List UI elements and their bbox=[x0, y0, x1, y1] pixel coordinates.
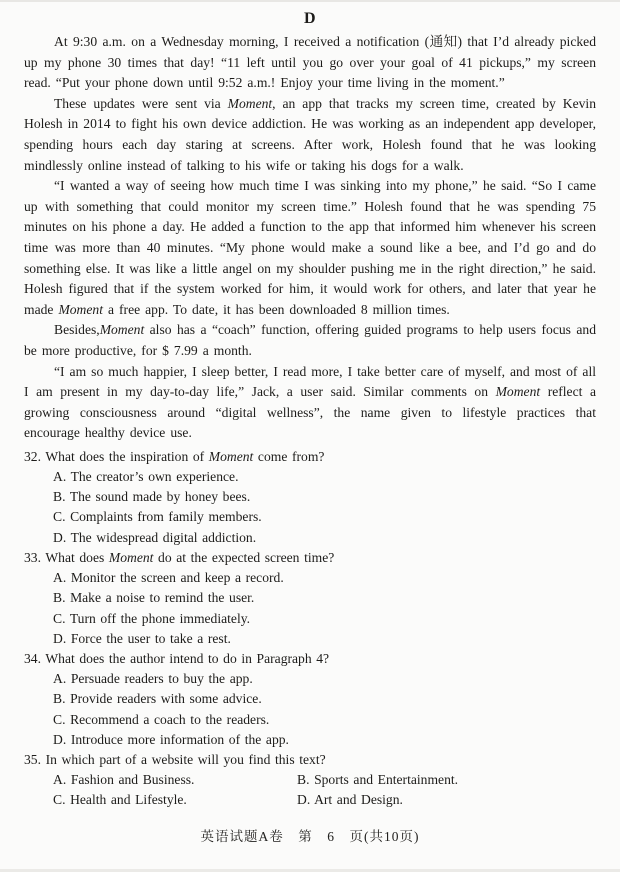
text-run: “I am so much happier, I sleep better, I read more, I take better care of myself, and most of all I am present in my day-to-day life,” Jack, a user said. Similar comments on bbox=[24, 363, 596, 400]
app-name-italic: Moment bbox=[495, 384, 541, 400]
question-block bbox=[24, 447, 596, 548]
page-footer: 英语试题A卷 第 6 页(共10页) bbox=[200, 829, 420, 844]
answer-option: A. Persuade readers to buy the app. bbox=[53, 671, 253, 687]
app-name-italic: Moment bbox=[58, 301, 103, 317]
app-name-italic: Moment bbox=[208, 448, 254, 464]
text-run: 33. What does bbox=[24, 549, 109, 565]
text-run: a free app. To date, it has been downloaded 8 million times. bbox=[102, 301, 450, 317]
text-run: These updates were sent via bbox=[54, 95, 228, 111]
question-block bbox=[24, 548, 596, 649]
text-run: Besides, bbox=[54, 322, 100, 338]
answer-option: B. Provide readers with some advice. bbox=[53, 691, 262, 707]
passage-paragraph bbox=[24, 320, 596, 361]
answer-option: B. The sound made by honey bees. bbox=[53, 489, 251, 505]
app-name-italic: Moment bbox=[227, 95, 273, 111]
answer-option: C. Turn off the phone immediately. bbox=[53, 610, 251, 626]
answer-option: C. Complaints from family members. bbox=[53, 509, 262, 525]
options bbox=[24, 568, 596, 649]
section-label: D bbox=[303, 10, 317, 27]
answer-option: A. The creator’s own experience. bbox=[53, 469, 239, 485]
text-run: 32. What does the inspiration of bbox=[24, 448, 209, 464]
text-run: also has a “coach” function, offering guided programs to help users focus and be more productive, for $ 7.99 a month. bbox=[24, 322, 596, 358]
answer-option: A. Monitor the screen and keep a record. bbox=[53, 570, 284, 586]
app-name-italic: Moment bbox=[99, 322, 145, 338]
text-run: reflect a growing consciousness around “digital wellness”, the name given to lifestyle practices that encourage healthy device use. bbox=[24, 384, 596, 441]
text-run: “I wanted a way of seeing how much time I was sinking into my phone,” he said. “So I came up with something that could monitor my screen time.” Holesh found that he was spending 75 minutes on his phone a day. He added a function to the app that informed him whenever his screen time was more than 40 minutes. “My phone would make a sound like a bee, and I’d go and do something else. It was like a little angel on my shoulder pushing me in the right direction,” he said. Holesh figured that if the system worked for him, it would work for others, and later that year he made bbox=[24, 178, 596, 317]
questions bbox=[24, 447, 596, 811]
answer-option: D. The widespread digital addiction. bbox=[53, 529, 257, 545]
text-run: come from? bbox=[253, 448, 325, 464]
options bbox=[24, 770, 596, 810]
app-name-italic: Moment bbox=[108, 549, 154, 565]
answer-option: C. Recommend a coach to the readers. bbox=[53, 711, 270, 727]
answer-option: A. Fashion and Business. bbox=[53, 772, 195, 788]
question-block bbox=[24, 750, 596, 811]
passage-paragraph bbox=[24, 32, 596, 94]
question-stem bbox=[24, 447, 596, 467]
answer-option: B. Sports and Entertainment. bbox=[297, 772, 459, 788]
text-run: 34. What does the author intend to do in Paragraph 4? bbox=[24, 650, 330, 666]
options bbox=[24, 467, 596, 548]
answer-option: D. Introduce more information of the app. bbox=[53, 731, 289, 747]
text-run: At 9:30 a.m. on a Wednesday morning, I received a notification (通知) that I’d already picked up my phone 30 times that day! “11 left until you go over your goal of 41 pickups,” my screen read. “Put your phone down until 9:52 a.m.! Enjoy your time living in the moment.” bbox=[24, 34, 596, 91]
question-stem bbox=[24, 750, 596, 770]
answer-option: C. Health and Lifestyle. bbox=[53, 792, 187, 808]
passage bbox=[24, 32, 596, 444]
passage-paragraph bbox=[24, 362, 596, 444]
question-stem bbox=[24, 548, 596, 568]
text-run: , an app that tracks my screen time, created by Kevin Holesh in 2014 to fight his own device addiction. He was working as an independent app developer, spending hours each day staring at screens. After work, Holesh found that he was looking mindlessly online instead of talking to his wife or taking his dogs for a walk. bbox=[24, 95, 596, 173]
text-run: do at the expected screen time? bbox=[153, 549, 335, 565]
answer-option: D. Force the user to take a rest. bbox=[53, 630, 231, 646]
passage-paragraph bbox=[24, 94, 596, 176]
answer-option: B. Make a noise to remind the user. bbox=[53, 590, 255, 606]
passage-paragraph bbox=[24, 176, 596, 320]
question-stem bbox=[24, 649, 596, 669]
question-block bbox=[24, 649, 596, 750]
text-run: 35. In which part of a website will you find this text? bbox=[24, 751, 326, 767]
answer-option: D. Art and Design. bbox=[297, 792, 403, 808]
options bbox=[24, 669, 596, 750]
